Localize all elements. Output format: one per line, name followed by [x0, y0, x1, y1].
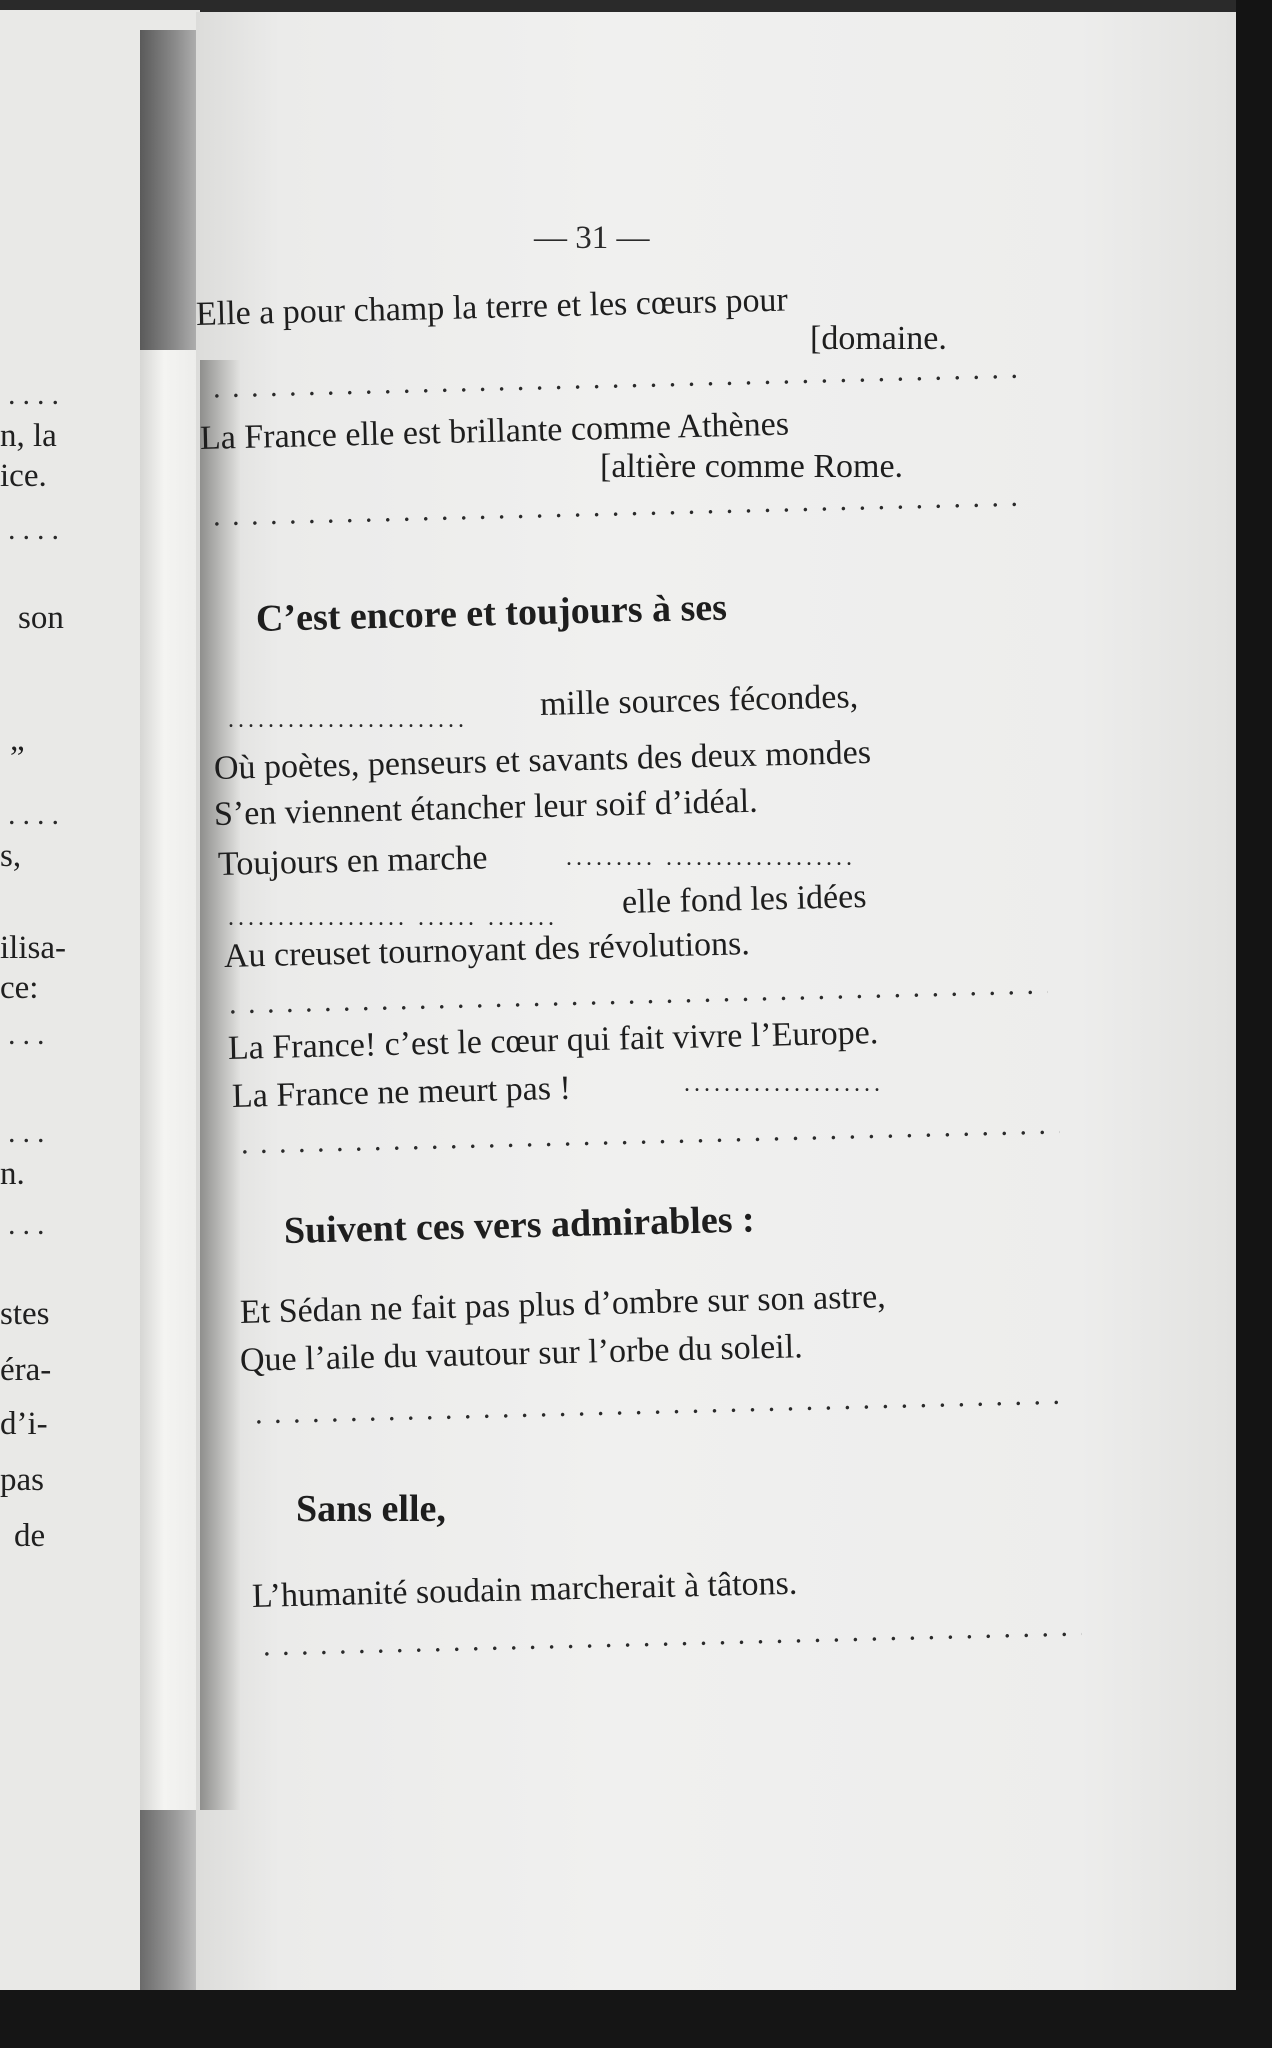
- verse-line: mille sources fécondes,: [539, 678, 859, 723]
- verse-line: Et Sédan ne fait pas plus d’ombre sur son astre,: [239, 1278, 887, 1331]
- page-fold-shadow: [140, 30, 198, 350]
- left-dots-row: ....: [8, 798, 66, 831]
- verse-line: La France! c’est le cœur qui fait vivre l’Europe.: [227, 1014, 879, 1067]
- left-dots-row: ...: [8, 1018, 52, 1051]
- verse-line: Que l’aile du vautour sur l’orbe du soleil.: [239, 1328, 804, 1379]
- section-heading: Suivent ces vers admirables :: [283, 1198, 756, 1252]
- left-fragment: pas: [0, 1462, 44, 1498]
- left-fragment: de: [14, 1518, 46, 1554]
- verse-line: Toujours en marche: [217, 839, 488, 883]
- left-fragment: son: [18, 600, 64, 636]
- page-number: — 31 —: [534, 220, 650, 256]
- left-fragment: ”: [10, 740, 25, 776]
- page-fold-shadow: [140, 1810, 198, 2010]
- section-heading: C’est encore et toujours à ses: [255, 586, 728, 640]
- verse-line-continuation: [altière comme Rome.: [600, 448, 904, 485]
- left-fragment: n, la: [0, 418, 57, 454]
- verse-line-continuation: [domaine.: [810, 320, 947, 357]
- ellipsis-leader: ........................: [228, 708, 468, 733]
- left-dots-row: ...: [8, 1208, 52, 1241]
- left-fragment: d’i-: [0, 1406, 48, 1442]
- left-fragment: n.: [0, 1156, 25, 1192]
- verse-line: La France elle est brillante comme Athènes: [199, 405, 790, 457]
- verse-line: Elle a pour champ la terre et les cœurs pour: [195, 281, 789, 333]
- verse-line: La France ne meurt pas !: [231, 1069, 572, 1115]
- verse-line: Où poètes, penseurs et savants des deux mondes: [213, 733, 872, 787]
- verse-line: L’humanité soudain marcherait à tâtons.: [251, 1564, 798, 1615]
- verse-line: S’en viennent étancher leur soif d’idéal.: [213, 782, 759, 833]
- verse-line: Au creuset tournoyant des révolutions.: [223, 925, 751, 975]
- left-fragment: stes: [0, 1296, 50, 1332]
- left-fragment: éra-: [0, 1352, 52, 1388]
- bottom-border: [0, 1990, 1272, 2048]
- verse-line: elle fond les idées: [621, 878, 867, 921]
- ellipsis-leader: .................. ...... .......: [228, 906, 558, 931]
- left-fragment: ice.: [0, 458, 47, 494]
- right-border: [1236, 0, 1272, 2048]
- section-heading: Sans elle,: [296, 1488, 446, 1530]
- ellipsis-leader: ....................: [684, 1072, 884, 1097]
- left-fragment: ce:: [0, 970, 39, 1006]
- left-dots-row: ...: [8, 1116, 52, 1149]
- ellipsis-leader: ......... ...................: [566, 846, 856, 871]
- left-dots-row: ....: [8, 513, 66, 546]
- left-fragment: ilisa-: [0, 930, 66, 966]
- left-dots-row: ....: [8, 378, 66, 411]
- left-fragment: s,: [0, 838, 22, 874]
